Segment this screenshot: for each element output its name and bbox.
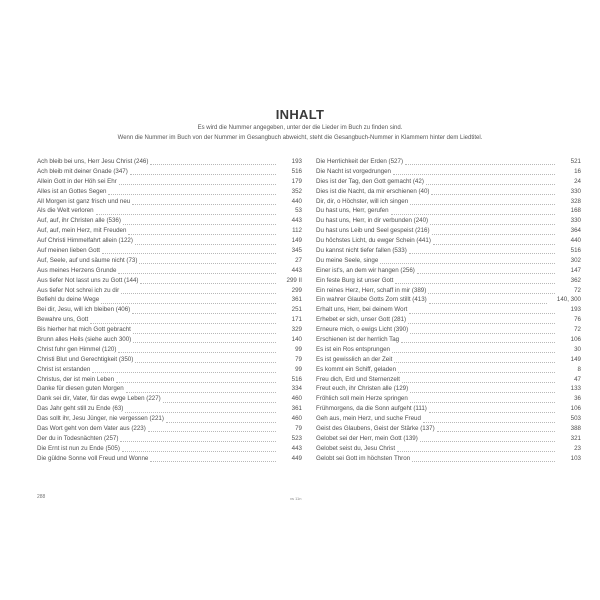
index-entry <box>316 216 581 226</box>
page-number: 288 <box>37 494 46 500</box>
entry-page-number: 443 <box>291 217 302 225</box>
dot-leader <box>423 422 555 423</box>
entry-page-number: 193 <box>570 306 581 314</box>
entry-title: Frühmorgens, da die Sonn aufgeht (111) <box>316 405 427 413</box>
entry-page-number: 299 <box>291 286 302 294</box>
entry-page-number: 193 <box>291 158 302 165</box>
index-entry <box>316 305 581 315</box>
entry-page-number: 149 <box>291 237 302 245</box>
entry-page-number: 330 <box>570 187 581 195</box>
entry-title: Du kannst nicht tiefer fallen (533) <box>316 247 407 255</box>
entry-page-number: 329 <box>291 326 302 334</box>
entry-page-number: 72 <box>574 326 581 334</box>
dot-leader <box>116 382 276 383</box>
index-entry <box>37 434 302 444</box>
dot-leader <box>166 422 276 423</box>
entry-title: Danke für diesen guten Morgen <box>37 385 124 393</box>
entry-title: Ach bleib mit deiner Gnade (347) <box>37 167 128 175</box>
dot-leader <box>431 194 555 195</box>
index-entry <box>316 266 581 276</box>
entry-title: Brunn alles Heils (siehe auch 300) <box>37 336 132 344</box>
dot-leader <box>417 273 555 274</box>
entry-title: Ach bleib bei uns, Herr Jesu Christ (246) <box>37 158 149 165</box>
entry-title: Einer ist's, an dem wir hangen (256) <box>316 266 415 274</box>
dot-leader <box>409 253 555 254</box>
dot-leader <box>394 362 555 363</box>
dot-leader <box>135 362 276 363</box>
entry-title: Du hast uns Leib und Seel gespeist (216) <box>316 227 430 235</box>
entry-page-number: 516 <box>291 375 302 383</box>
index-entry <box>37 246 302 256</box>
entry-page-number: 362 <box>570 276 581 284</box>
dot-leader <box>133 333 276 334</box>
entry-page-number: 36 <box>574 395 581 403</box>
entry-title: Du hast uns, Herr, in dir verbunden (240) <box>316 217 429 225</box>
entry-title: Auf Christi Himmelfahrt allein (122) <box>37 237 133 245</box>
entry-page-number: 106 <box>570 405 581 413</box>
dot-leader <box>101 303 276 304</box>
dot-leader <box>96 214 276 215</box>
dot-leader <box>135 244 276 245</box>
index-entry <box>316 345 581 355</box>
index-entry <box>316 394 581 404</box>
index-entry <box>37 167 302 177</box>
entry-title: Christi Blut und Gerechtigkeit (350) <box>37 355 134 363</box>
index-entry <box>316 276 581 286</box>
entry-title: Christ ist erstanden <box>37 365 91 373</box>
entry-title: Das Wort geht von dem Vater aus (223) <box>37 425 146 433</box>
dot-leader <box>392 352 555 353</box>
index-entry <box>316 226 581 236</box>
entry-page-number: 99 <box>295 345 302 353</box>
entry-page-number: 103 <box>570 454 581 462</box>
entry-page-number: 516 <box>291 167 302 175</box>
entry-page-number: 364 <box>570 227 581 235</box>
entry-page-number: 23 <box>574 444 581 452</box>
entry-page-number: 149 <box>570 355 581 363</box>
entry-title: Bei dir, Jesu, will ich bleiben (406) <box>37 306 131 314</box>
entry-title: Gelobet seist du, Jesu Christ <box>316 444 396 452</box>
page-title: INHALT <box>275 107 325 122</box>
index-entry <box>316 206 581 216</box>
entry-page-number: 443 <box>291 444 302 452</box>
index-entry <box>37 305 302 315</box>
dot-leader <box>163 402 276 403</box>
index-entry <box>316 325 581 335</box>
entry-title: Aus tiefer Not schrei ich zu dir <box>37 286 120 294</box>
index-entry <box>37 226 302 236</box>
index-entry <box>316 256 581 266</box>
index-entry <box>316 157 581 167</box>
dot-leader <box>410 333 555 334</box>
entry-title: Der du in Todesnächten (257) <box>37 434 119 442</box>
entry-page-number: 8 <box>577 365 581 373</box>
dot-leader <box>426 184 555 185</box>
entry-title: Erhebet er sich, unser Gott (281) <box>316 316 407 324</box>
entry-title: Gelobet sei der Herr, mein Gott (139) <box>316 434 418 442</box>
entry-page-number: 523 <box>291 434 302 442</box>
entry-title: Das Jahr geht still zu Ende (63) <box>37 405 124 413</box>
index-entry <box>37 197 302 207</box>
index-entry <box>316 315 581 325</box>
entry-page-number: 328 <box>570 197 581 205</box>
entry-page-number: 106 <box>570 336 581 344</box>
index-entry <box>316 236 581 246</box>
dot-leader <box>393 174 555 175</box>
entry-page-number: 79 <box>295 425 302 433</box>
entry-title: Ein wahrer Glaube Gotts Zorn stillt (413) <box>316 296 427 304</box>
index-entry <box>316 434 581 444</box>
entry-page-number: 460 <box>291 395 302 403</box>
index-entry <box>37 355 302 365</box>
dot-leader <box>429 412 555 413</box>
entry-title: Das sollt ihr, Jesu Jünger, nie vergessen (221) <box>37 415 164 423</box>
dot-leader <box>409 313 555 314</box>
index-entry <box>37 424 302 434</box>
index-entry <box>37 177 302 187</box>
index-entry <box>37 404 302 414</box>
entry-title: Du höchstes Licht, du ewger Schein (441) <box>316 237 431 245</box>
entry-title: Du hast uns, Herr, gerufen <box>316 207 389 215</box>
entry-title: Dir, dir, o Höchster, will ich singen <box>316 197 409 205</box>
index-entry <box>316 355 581 365</box>
dot-leader <box>120 441 276 442</box>
entry-page-number: 171 <box>291 316 302 324</box>
index-entry <box>316 177 581 187</box>
dot-leader <box>133 342 276 343</box>
entry-page-number: 361 <box>291 296 302 304</box>
index-entry <box>37 157 302 167</box>
dot-leader <box>108 194 276 195</box>
dot-leader <box>412 461 555 462</box>
entry-title: Fröhlich soll mein Herze springen <box>316 395 408 403</box>
index-entry <box>37 394 302 404</box>
entry-title: Du meine Seele, singe <box>316 256 379 264</box>
footer-mark: vs 11n <box>290 496 302 501</box>
dot-leader <box>118 352 276 353</box>
entry-page-number: 24 <box>574 177 581 185</box>
index-column-left <box>37 157 302 464</box>
dot-leader <box>128 234 276 235</box>
dot-leader <box>140 283 276 284</box>
index-entry <box>316 167 581 177</box>
index-entry <box>316 197 581 207</box>
entry-page-number: 133 <box>570 385 581 393</box>
entry-title: Freu dich, Erd und Sternenzelt <box>316 375 400 383</box>
dot-leader <box>408 323 555 324</box>
entry-title: Auf, auf, mein Herz, mit Freuden <box>37 227 127 235</box>
entry-title: Dies ist die Nacht, da mir erschienen (40) <box>316 187 430 195</box>
entry-title: Allein Gott in der Höh sei Ehr <box>37 177 117 185</box>
index-entry <box>316 335 581 345</box>
entry-page-number: 16 <box>574 167 581 175</box>
entry-page-number: 72 <box>574 286 581 294</box>
entry-page-number: 140 <box>291 336 302 344</box>
index-entry <box>37 286 302 296</box>
dot-leader <box>380 263 555 264</box>
dot-leader <box>139 263 276 264</box>
index-entry <box>37 454 302 464</box>
index-entry <box>37 236 302 246</box>
entry-page-number: 147 <box>570 266 581 274</box>
dot-leader <box>395 283 555 284</box>
dot-leader <box>125 412 276 413</box>
dot-leader <box>433 244 555 245</box>
dot-leader <box>150 461 276 462</box>
index-entry <box>37 206 302 216</box>
entry-page-number: 30 <box>574 345 581 353</box>
entry-title: All Morgen ist ganz frisch und neu <box>37 197 131 205</box>
index-entry <box>37 266 302 276</box>
index-entry <box>316 414 581 424</box>
index-entry <box>37 216 302 226</box>
entry-page-number: 99 <box>295 365 302 373</box>
index-column-right <box>316 157 581 464</box>
index-entry <box>37 325 302 335</box>
entry-title: Aus meines Herzens Grunde <box>37 266 117 274</box>
entry-title: Dies ist der Tag, den Gott gemacht (42) <box>316 177 424 185</box>
entry-title: Dank sei dir, Vater, für das ewge Leben (227) <box>37 395 161 403</box>
entry-page-number: 503 <box>570 415 581 423</box>
index-entry <box>37 256 302 266</box>
index-entry <box>37 375 302 385</box>
index-entry <box>316 286 581 296</box>
index-entry <box>37 315 302 325</box>
entry-title: Christus, der ist mein Leben <box>37 375 115 383</box>
dot-leader <box>391 214 555 215</box>
entry-page-number: 168 <box>570 207 581 215</box>
index-entry <box>37 295 302 305</box>
entry-title: Befiehl du deine Wege <box>37 296 100 304</box>
entry-title: Es ist gewisslich an der Zeit <box>316 355 393 363</box>
entry-page-number: 443 <box>291 266 302 274</box>
entry-page-number: 27 <box>295 256 302 264</box>
index-entry <box>316 187 581 197</box>
dot-leader <box>121 293 276 294</box>
dot-leader <box>119 184 276 185</box>
entry-page-number: 334 <box>291 385 302 393</box>
index-entry <box>316 365 581 375</box>
dot-leader <box>429 303 547 304</box>
entry-title: Bis hierher hat mich Gott gebracht <box>37 326 131 334</box>
entry-title: Geh aus, mein Herz, und suche Freud <box>316 415 421 423</box>
entry-title: Alles ist an Gottes Segen <box>37 187 107 195</box>
index-entry <box>37 365 302 375</box>
dot-leader <box>397 451 555 452</box>
entry-page-number: 361 <box>291 405 302 413</box>
entry-page-number: 449 <box>291 454 302 462</box>
entry-page-number: 179 <box>291 177 302 185</box>
entry-page-number: 330 <box>570 217 581 225</box>
entry-page-number: 352 <box>291 187 302 195</box>
entry-page-number: 521 <box>570 158 581 165</box>
index-entry <box>316 404 581 414</box>
intro-line-1: Es wird die Nummer angegeben, unter der die Lieder im Buch zu finden sind. <box>197 125 403 131</box>
index-entry <box>37 444 302 454</box>
dot-leader <box>126 392 276 393</box>
dot-leader <box>410 204 555 205</box>
entry-title: Die Ernt ist nun zu Ende (505) <box>37 444 120 452</box>
index-entry <box>316 384 581 394</box>
entry-page-number: 251 <box>291 306 302 314</box>
dot-leader <box>118 273 276 274</box>
dot-leader <box>132 313 276 314</box>
index-entry <box>316 424 581 434</box>
entry-title: Freut euch, ihr Christen alle (129) <box>316 385 409 393</box>
entry-page-number: 112 <box>292 227 302 235</box>
entry-page-number: 516 <box>570 247 581 255</box>
dot-leader <box>148 431 276 432</box>
entry-title: Bewahre uns, Gott <box>37 316 89 324</box>
entry-page-number: 79 <box>295 355 302 363</box>
index-entry <box>37 187 302 197</box>
entry-title: Ein feste Burg ist unser Gott <box>316 276 394 284</box>
index-entry <box>316 375 581 385</box>
entry-title: Die Nacht ist vorgedrungen <box>316 167 391 175</box>
entry-title: Auf, Seele, auf und säume nicht (73) <box>37 256 138 264</box>
index-entry <box>37 276 302 286</box>
dot-leader <box>405 164 555 165</box>
entry-page-number: 345 <box>291 247 302 255</box>
dot-leader <box>92 372 276 373</box>
dot-leader <box>402 382 555 383</box>
dot-leader <box>420 441 555 442</box>
dot-leader <box>123 224 276 225</box>
entry-title: Auf meinen lieben Gott <box>37 247 100 255</box>
dot-leader <box>90 323 276 324</box>
intro-text <box>0 124 600 143</box>
entry-title: Erschienen ist der herrlich Tag <box>316 336 400 344</box>
dot-leader <box>122 451 276 452</box>
entry-page-number: 299 II <box>286 276 302 284</box>
index-entry <box>37 384 302 394</box>
entry-page-number: 388 <box>570 425 581 433</box>
dot-leader <box>432 234 555 235</box>
entry-page-number: 76 <box>574 316 581 324</box>
dot-leader <box>437 431 555 432</box>
intro-line-2: Wenn die Nummer im Buch von der Nummer im Gesangbuch abweicht, steht die Gesangbuch-Nummer in Klammern hinter dem Liedtitel. <box>117 134 483 141</box>
index-entry <box>316 444 581 454</box>
index-entry <box>316 295 581 305</box>
dot-leader <box>428 293 555 294</box>
dot-leader <box>398 372 555 373</box>
entry-title: Auf, auf, ihr Christen alle (536) <box>37 217 121 225</box>
entry-title: Als die Welt verloren <box>37 207 94 215</box>
index-entry <box>37 414 302 424</box>
entry-title: Geist des Glaubens, Geist der Stärke (137) <box>316 425 435 433</box>
index-entry <box>37 345 302 355</box>
index-entry <box>316 454 581 464</box>
dot-leader <box>102 253 276 254</box>
dot-leader <box>130 174 276 175</box>
entry-page-number: 47 <box>574 375 581 383</box>
entry-title: Ein reines Herz, Herr, schaff in mir (389) <box>316 286 427 294</box>
dot-leader <box>410 392 555 393</box>
entry-title: Aus tiefer Not lasst uns zu Gott (144) <box>37 276 139 284</box>
dot-leader <box>132 204 276 205</box>
entry-title: Die güldne Sonne voll Freud und Wonne <box>37 454 149 462</box>
entry-page-number: 140, 300 <box>556 296 581 304</box>
entry-title: Erhalt uns, Herr, bei deinem Wort <box>316 306 408 314</box>
entry-page-number: 440 <box>570 237 581 245</box>
entry-title: Christ fuhr gen Himmel (120) <box>37 345 117 353</box>
dot-leader <box>401 342 555 343</box>
index-entry <box>37 335 302 345</box>
entry-title: Die Herrlichkeit der Erden (527) <box>316 158 404 165</box>
entry-title: Es ist ein Ros entsprungen <box>316 345 390 353</box>
dot-leader <box>430 224 555 225</box>
dot-leader <box>410 402 555 403</box>
entry-page-number: 53 <box>295 207 302 215</box>
entry-title: Erneure mich, o ewigs Licht (390) <box>316 326 409 334</box>
entry-page-number: 321 <box>570 434 581 442</box>
entry-page-number: 460 <box>291 415 302 423</box>
entry-page-number: 302 <box>570 256 581 264</box>
entry-page-number: 440 <box>291 197 302 205</box>
entry-title: Es kommt ein Schiff, geladen <box>316 365 397 373</box>
entry-title: Gelobt sei Gott im höchsten Thron <box>316 454 411 462</box>
index-entry <box>316 246 581 256</box>
dot-leader <box>150 164 276 165</box>
